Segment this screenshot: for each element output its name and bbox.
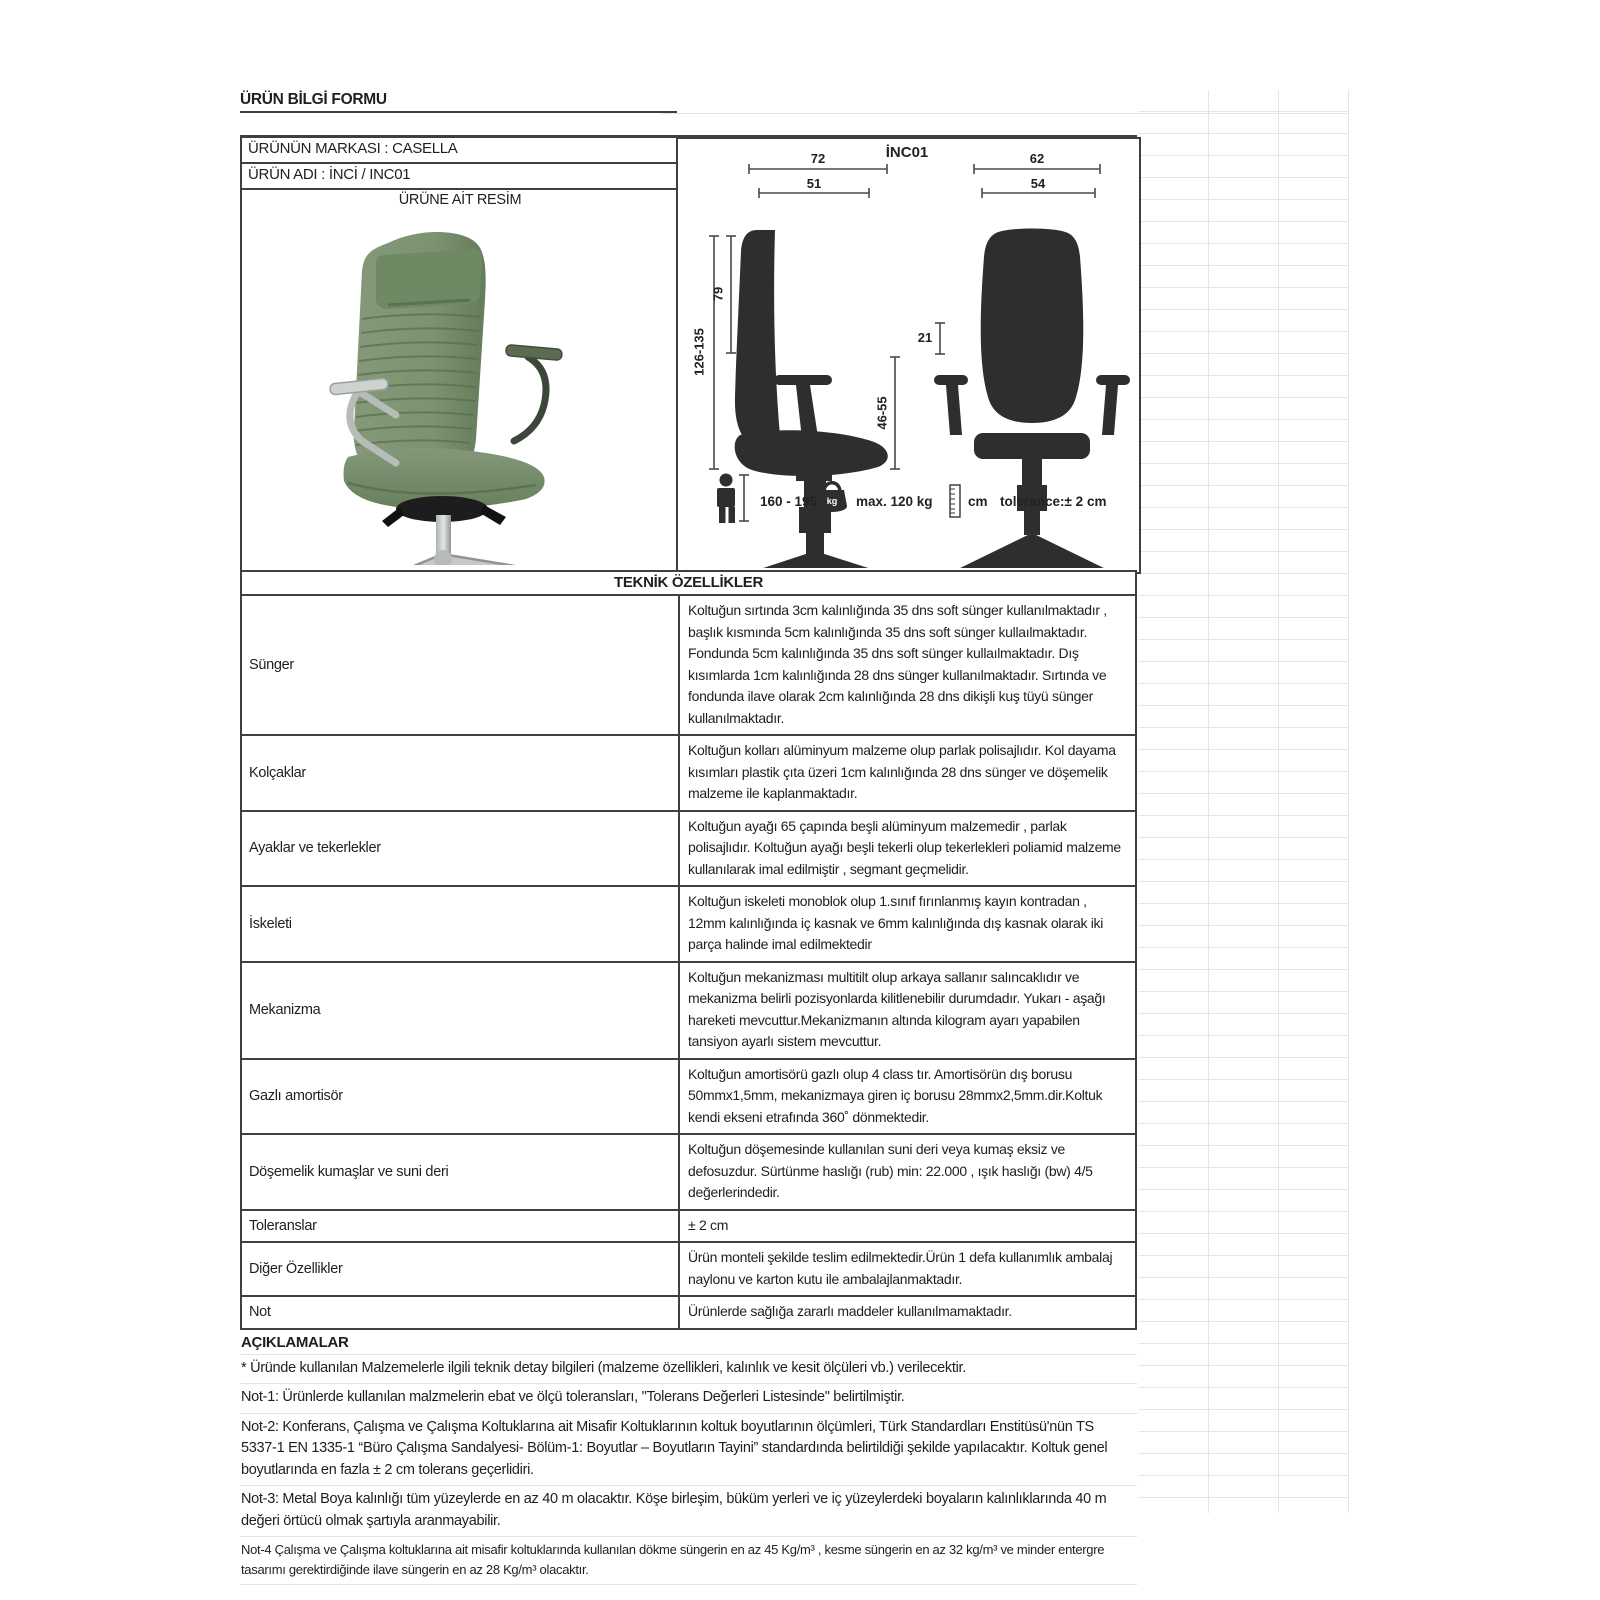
spec-label: Not	[242, 1297, 680, 1328]
unit-label: cm	[968, 494, 988, 509]
note-item: Not-1: Ürünlerde kullanılan malzmelerin ebat ve ölçü toleransları, "Tolerans Değerleri Listesinde" belirtilmiştir.	[240, 1384, 1137, 1414]
spec-label: İskeleti	[242, 887, 680, 961]
tech-specs-title: TEKNİK ÖZELLİKLER	[240, 570, 1137, 596]
spec-value: Koltuğun amortisörü gazlı olup 4 class tır. Amortisörün dış borusu 50mmx1,5mm, mekanizmaya giren iç borusu 28mmx2,5mm.dir.Koltuk kendi ekseni etrafında 360˚ dönmektedir.	[688, 1065, 1103, 1125]
dim-front-overall-width: 62	[1029, 151, 1045, 166]
dim-side-seat-width: 51	[806, 176, 822, 191]
spec-label: Kolçaklar	[242, 736, 680, 810]
dim-front-seat-width: 54	[1030, 176, 1046, 191]
dim-seat-height: 46-55	[874, 396, 890, 430]
spec-row	[242, 812, 1135, 888]
tolerance-label: tolerance:± 2 cm	[1000, 494, 1107, 509]
spec-label: Mekanizma	[242, 963, 680, 1058]
dim-armrest-height: 21	[917, 330, 933, 345]
spec-value: Koltuğun ayağı 65 çapında beşli alüminyum malzemedir , parlak polisajlıdır. Koltuğun ayağı beşli tekerli olup tekerlekleri poliamid malzeme kullanılarak imal edilmiştir , segmant geçmelidir.	[688, 817, 1121, 877]
spec-table	[240, 596, 1137, 1330]
note-item: Not-4 Çalışma ve Çalışma koltuklarına ait misafir koltuklarında kullanılan dökme süngerin en az 45 Kg/m³ , kesme süngerin en az 32 kg/m³ ve minder entergre tasarımı gerektirdiğinde ilave süngerin en az 28 Kg/m³ olacaktır.	[240, 1537, 1137, 1585]
dim-side-overall-width: 72	[810, 151, 826, 166]
image-caption: ÜRÜNE AİT RESİM	[242, 190, 678, 213]
grid-line	[1278, 90, 1279, 1513]
product-name-cell: ÜRÜN ADI : İNCİ / INC01	[242, 164, 678, 190]
spec-row	[242, 1211, 1135, 1244]
spec-row	[242, 1135, 1135, 1211]
spec-label: Diğer Özellikler	[242, 1243, 680, 1295]
grid-line	[660, 113, 1348, 114]
max-weight-label: max. 120 kg	[856, 494, 933, 509]
grid-line	[1208, 90, 1209, 1513]
brand-cell: ÜRÜNÜN MARKASI : CASELLA	[242, 138, 678, 164]
person-icon	[717, 474, 735, 524]
spec-label: Gazlı amortisör	[242, 1060, 680, 1134]
note-item: * Üründe kullanılan Malzemelerle ilgili teknik detay bilgileri (malzeme özellikleri, kalınlık ve kesit ölçüleri vb.) verilecektir.	[240, 1355, 1137, 1385]
notes-list	[240, 1355, 1137, 1586]
dimension-drawing	[676, 137, 1141, 574]
spec-value: Koltuğun kolları alüminyum malzeme olup parlak polisajlıdır. Kol dayama kısımları plastik çıta üzeri 1cm kalınlığında 28 dns sünger ve döşemelik malzeme ile kaplanmaktadır.	[688, 742, 1116, 801]
spec-value: Koltuğun döşemesinde kullanılan suni deri veya kumaş eksiz ve defosuzdur. Sürtünme haslığı (rub) min: 22.000 , ışık haslığı (bw) 4/5 değerlerindedir.	[688, 1141, 1093, 1200]
notes-section	[240, 1330, 1137, 1586]
person-height-range: 160 - 195	[760, 494, 818, 509]
spec-value: Ürünlerde sağlığa zararlı maddeler kullanılmamaktadır.	[688, 1303, 1012, 1319]
margin-grid	[1139, 90, 1348, 1514]
spec-value: Ürün monteli şekilde teslim edilmektedir.Ürün 1 defa kullanımlık ambalaj naylonu ve karton kutu ile ambalajlanmaktadır.	[688, 1249, 1113, 1287]
model-label: İNC01	[885, 144, 929, 161]
spec-value: ± 2 cm	[688, 1216, 729, 1233]
spec-row	[242, 1297, 1135, 1330]
note-item: Not-3: Metal Boya kalınlığı tüm yüzeylerde en az 40 m olacaktır. Köşe birleşim, büküm yerleri ve iç yüzeylerdeki boyaların kalınlıklarında 40 m değeri örtücü olmak şartıyla aranmayabilir.	[240, 1486, 1137, 1537]
spec-row	[242, 887, 1135, 963]
spec-label: Ayaklar ve tekerlekler	[242, 812, 680, 886]
spec-value: Koltuğun sırtında 3cm kalınlığında 35 dns soft sünger kullanılmaktadır , başlık kısmında 5cm kalınlığında 35 dns soft sünger kullaılmaktadır. Fondunda 5cm kalınlığında 35 dns soft sünger kullaılmaktadır. Dış kısımlarda 1cm kalınlığında 28 dns sünger kullanılmaktadır. Sırtında ve fondunda ilave olarak 2cm kalınlığında 28 dns dikişli kuş tüyü sünger kullanılmaktadır.	[688, 602, 1107, 726]
spec-label: Döşemelik kumaşlar ve suni deri	[242, 1135, 680, 1209]
spec-value: Koltuğun iskeleti monoblok olup 1.sınıf fırınlanmış kayın kontradan , 12mm kalınlığında iç kasnak ve 6mm kalınlığında dış kasnak olarak iki parça halinde imal edilmektedir	[688, 893, 1104, 952]
weight-unit-label: kg	[826, 496, 838, 506]
dim-overall-height: 126-135	[691, 328, 707, 376]
chair-photo-image	[300, 215, 620, 565]
spec-label: Sünger	[242, 596, 680, 734]
grid-line	[1348, 90, 1349, 1513]
notes-title: AÇIKLAMALAR	[240, 1330, 1137, 1355]
ruler-icon	[950, 485, 960, 517]
spec-label: Toleranslar	[242, 1211, 680, 1242]
dim-backrest-height: 79	[710, 286, 726, 302]
spec-row	[242, 963, 1135, 1060]
spec-row	[242, 596, 1135, 736]
spec-and-notes	[240, 570, 1137, 1585]
spec-row	[242, 1243, 1135, 1297]
spec-value: Koltuğun mekanizması multitilt olup arkaya sallanır salıncaklıdır ve mekanizma belirli pozisyonlarda kilitlenebilir durumdadır. Yukarı - aşağı hareketi mevcuttur.Mekanizmanın altında kilogram ayarı yapabilen tansiyon ayarlı sistem mevcuttur.	[688, 968, 1106, 1049]
product-photo	[242, 209, 676, 570]
form-title: ÜRÜN BİLGİ FORMU	[240, 90, 677, 113]
note-item: Not-2: Konferans, Çalışma ve Çalışma Koltuklarına ait Misafir Koltuklarının koltuk boyutlarının ölçümleri, Türk Standardları Enstitüsü'nün TS 5337-1 EN 1335-1 “Büro Çalışma Sandalyesi- Bölüm-1: Boyutlar – Boyutların Tayini” standardında belirtildiği şekilde yapılacaktır. Koltuk genel boyutlarında en fazla ± 2 cm tolerans geçerlidiri.	[240, 1414, 1137, 1487]
header-left-block	[240, 138, 680, 213]
spec-row	[242, 736, 1135, 812]
spec-row	[242, 1060, 1135, 1136]
